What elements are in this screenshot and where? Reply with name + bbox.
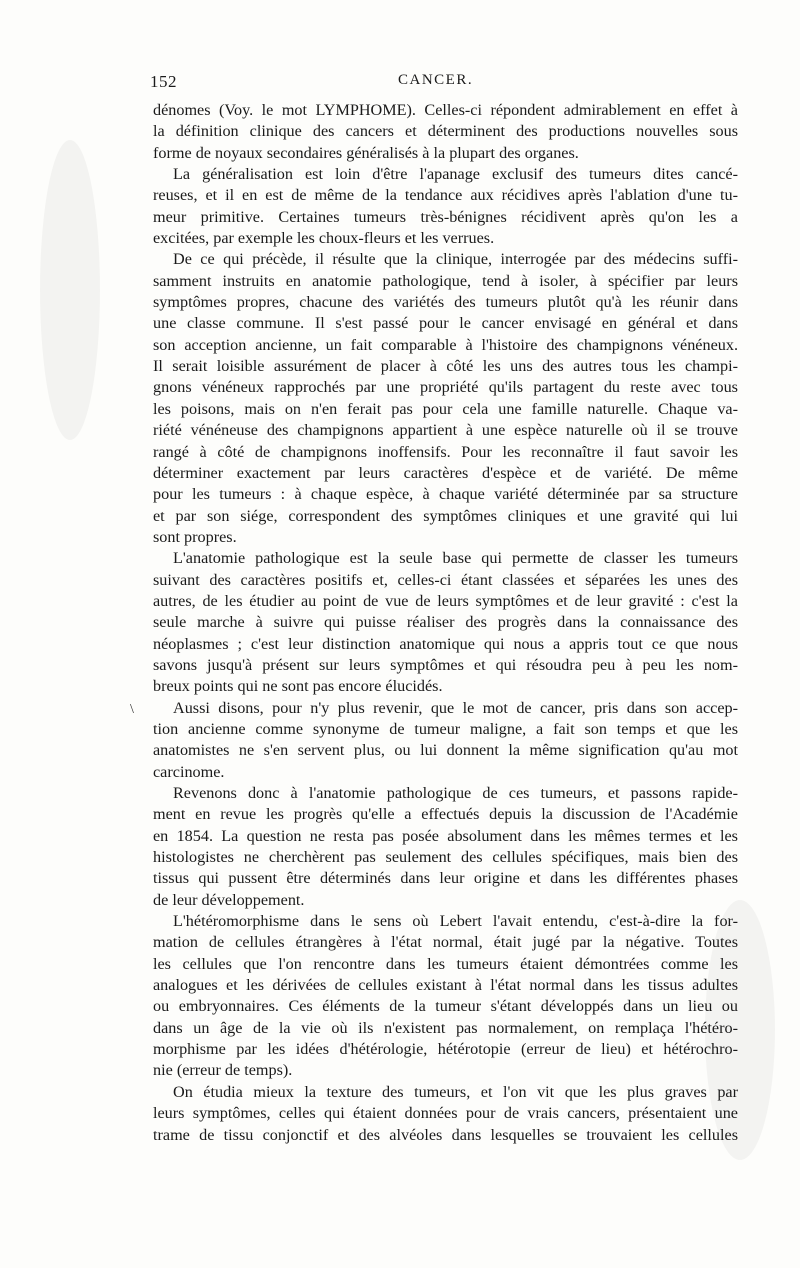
- text-line: dénomes (Voy. le mot LYMPHOME). Celles-ci répondent admirablement en effet à: [153, 101, 738, 119]
- text-line: La généralisation est loin d'être l'apanage exclusif des tumeurs dites cancé-: [173, 165, 738, 184]
- text-line: analogues et les dérivées de cellules existant à l'état normal dans les tissus adultes: [153, 976, 738, 995]
- text-line: L'hétéromorphisme dans le sens où Lebert l'avait entendu, c'est-à-dire la for-: [173, 912, 738, 931]
- page-header: [150, 72, 740, 98]
- text-line: pour les tumeurs : à chaque espèce, à chaque variété déterminée par sa structure: [153, 485, 738, 504]
- text-line: histologistes ne cherchèrent pas seulement des cellules spécifiques, mais bien des: [153, 848, 738, 867]
- text-line: ment en revue les progrès qu'elle a effectués depuis la discussion de l'Académie: [153, 805, 738, 824]
- text-line: rangé à côté de champignons inoffensifs. Pour les reconnaître il faut savoir les: [153, 442, 738, 461]
- text-line: L'anatomie pathologique est la seule base qui permette de classer les tumeurs: [173, 549, 738, 568]
- text-line: les cellules que l'on rencontre dans les tumeurs étaient démontrées comme les: [153, 954, 738, 973]
- text-line: tissus qui pussent être déterminés dans leur origine et dans les différentes phases: [153, 869, 738, 888]
- text-line: en 1854. La question ne resta pas posée absolument dans les mêmes termes et les: [153, 826, 738, 845]
- text-line: riété vénéneuse des champignons appartient à une espèce naturelle où il se trouve: [153, 421, 738, 440]
- text-line: de leur développement.: [153, 890, 305, 909]
- text-line: tion ancienne comme synonyme de tumeur maligne, a fait son temps et que les: [153, 719, 738, 738]
- text-line: anatomistes ne s'en servent plus, ou lui donnent la même signification qu'au mot: [153, 741, 738, 760]
- text-line: morphisme par les idées d'hétérologie, hétérotopie (erreur de lieu) et hétérochro-: [153, 1040, 738, 1059]
- text-line: meur primitive. Certaines tumeurs très-bénignes récidivent après qu'on les a: [153, 207, 738, 226]
- text-line: seule marche à suivre qui puisse réaliser des progrès dans la connaissance des: [153, 613, 738, 632]
- page-number: 152: [150, 72, 177, 91]
- text-line: néoplasmes ; c'est leur distinction anatomique qui nous a appris tout ce que nous: [153, 634, 738, 653]
- text-line: De ce qui précède, il résulte que la clinique, interrogée par des médecins suffi-: [173, 250, 738, 269]
- text-line: gnons vénéneux rapprochés par une propriété qu'ils partagent du reste avec tous: [153, 378, 738, 397]
- text-line: autres, de les étudier au point de vue de leurs symptômes et de leur gravité : c'est la: [153, 591, 738, 610]
- text-line: Il serait loisible assurément de placer à côté les uns des autres tous les champi-: [153, 357, 738, 376]
- text-line: savons jusqu'à présent sur leurs symptômes et qui résoudra peu à peu les nom-: [153, 655, 738, 674]
- text-line: une classe commune. Il s'est passé pour le cancer envisagé en général et dans: [153, 314, 738, 333]
- text-line: ou embryonnaires. Ces éléments de la tumeur s'étant développés dans un lieu ou: [153, 997, 738, 1016]
- text-line: la définition clinique des cancers et déterminent des productions nouvelles sous: [153, 122, 738, 141]
- text-line: son acception ancienne, un fait comparable à l'histoire des champignons vénéneux.: [153, 335, 738, 354]
- text-line: samment instruits en anatomie pathologique, tend à isoler, à spécifier par leurs: [153, 271, 738, 290]
- text-line: Revenons donc à l'anatomie pathologique de ces tumeurs, et passons rapide-: [173, 784, 738, 802]
- text-line: reuses, et il en est de même de la tendance aux récidives après l'ablation d'une tu-: [153, 186, 738, 205]
- text-line: breux points qui ne sont pas encore élucidés.: [153, 677, 443, 696]
- text-line: excitées, par exemple les choux-fleurs et les verrues.: [153, 229, 495, 248]
- text-line: symptômes propres, chacune des variétés des tumeurs plutôt qu'à les réunir dans: [153, 293, 738, 312]
- text-line: trame de tissu conjonctif et des alvéoles dans lesquelles se trouvaient les cellules: [153, 1125, 738, 1144]
- text-line: suivant des caractères positifs et, celles-ci étant classées et séparées les unes des: [153, 570, 738, 589]
- text-line: Aussi disons, pour n'y plus revenir, que le mot de cancer, pris dans son accep-: [173, 698, 738, 717]
- text-line: nie (erreur de temps).: [153, 1061, 293, 1080]
- text-line: leurs symptômes, celles qui étaient données pour de vrais cancers, présentaient une: [153, 1104, 738, 1123]
- text-line: carcinome.: [153, 762, 225, 781]
- text-line: déterminer exactement par leurs caractères d'espèce et de variété. De même: [153, 463, 738, 482]
- body-text: [153, 100, 738, 1146]
- text-line: dans un âge de la vie où ils n'existent pas normalement, on remplaça l'hétéro-: [153, 1018, 738, 1037]
- margin-mark: \: [130, 702, 134, 717]
- text-line: On étudia mieux la texture des tumeurs, et l'on vit que les plus graves par: [173, 1082, 738, 1101]
- running-title: CANCER.: [398, 72, 474, 88]
- text-line: mation de cellules étrangères à l'état normal, était jugé par la négative. Toutes: [153, 933, 738, 952]
- text-line: forme de noyaux secondaires généralisés à la plupart des organes.: [153, 143, 579, 162]
- text-line: les poisons, mais on n'en ferait pas pour cela une famille naturelle. Chaque va-: [153, 399, 738, 418]
- text-line: et par son siége, correspondent des symptômes cliniques et une gravité qui lui: [153, 506, 738, 525]
- text-line: sont propres.: [153, 527, 237, 546]
